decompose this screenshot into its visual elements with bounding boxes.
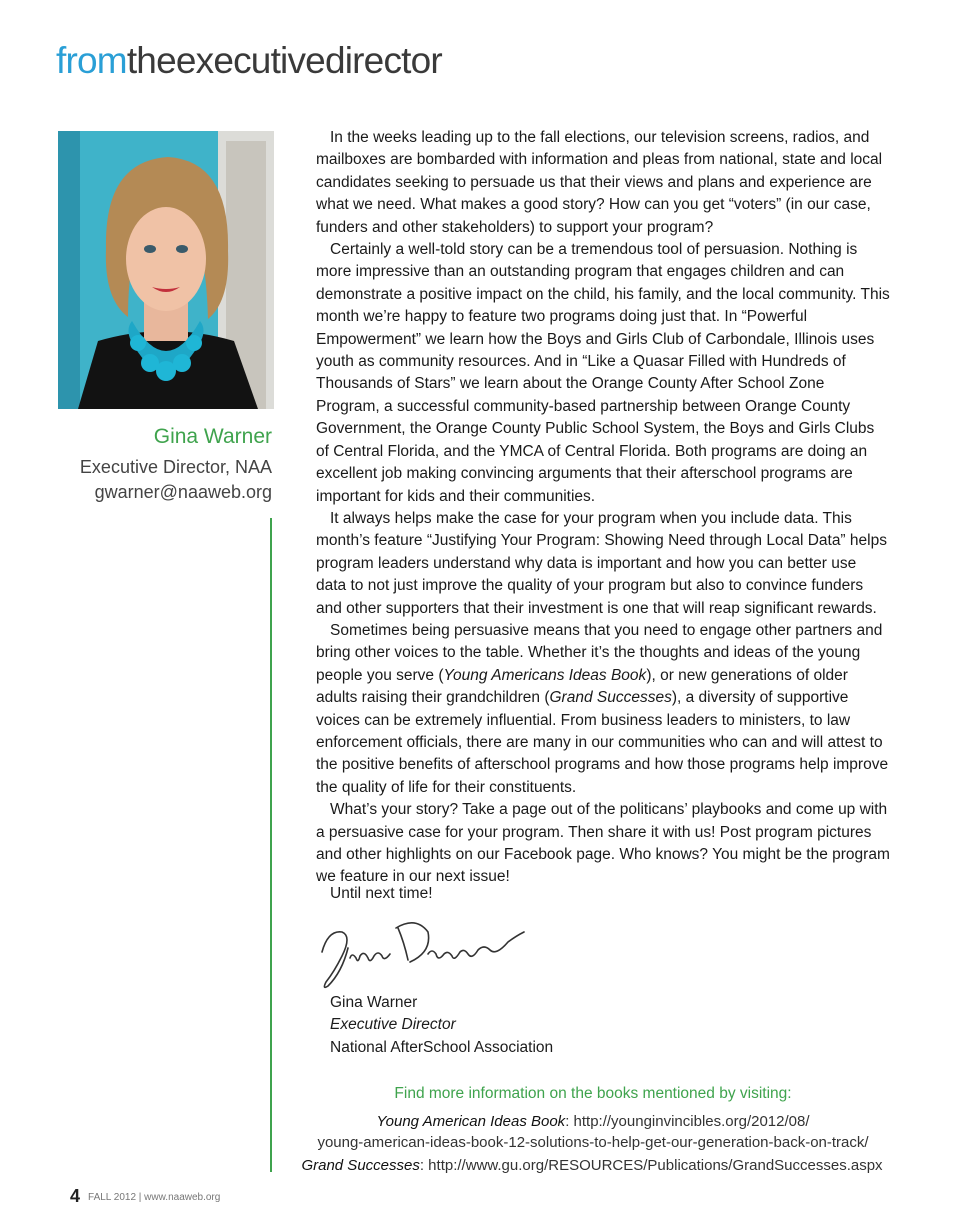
signer-organization: National AfterSchool Association [330,1038,554,1056]
reference-link[interactable]: : http://www.gu.org/RESOURCES/Publications/GrandSuccesses.aspx [419,1157,883,1174]
page-footer [70,1186,220,1207]
author-name: Gina Warner [153,425,272,448]
letter-body [316,127,890,889]
letter-paragraph: What’s your story? Take a page out of the politicans’ playbooks and come up with a persuasive case for your program. Then share it with us! Post program pictures and other highlights on our Facebook page. Who knows? You might be the program we feature in our next issue! [316,801,890,886]
letter-paragraph: It always helps make the case for your program when you include data. This month’s feature “Justifying Your Program: Showing Need through Local Data” helps program leaders understand why data is important and how you can better use data to not just improve the quality of your program but also to convince funders and other supporters that their investment is one that will reap significant rewards. [316,509,887,617]
letter-paragraph: In the weeks leading up to the fall elections, our television screens, radios, and mailboxes are bombarded with information and pleas from national, state and local candidates seeking to persuade us that their views and plans and experience are what we need. What makes a good story? How can you get “voters” (in our case, funders and other stakeholders) to support your program? [316,129,883,236]
reference-link[interactable]: young-american-ideas-book-12-solutions-to-help-get-our-generation-back-on-track/ [317,1134,869,1151]
letter-paragraph [316,620,890,799]
signer-title: Executive Director [330,1016,456,1034]
p4-text: ), or new generations of older adults raising their grandchildren ( [316,666,848,707]
signature-block [330,992,553,1059]
author-email[interactable]: gwarner@naaweb.org [94,482,272,502]
reference-grand-successes [282,1157,902,1174]
author-title: Executive Director, NAA [79,457,272,477]
handwritten-signature [312,912,532,992]
letter-paragraph: Certainly a well-told story can be a tremendous tool of persuasion. Nothing is more impressive than an outstanding program that engages children and can demonstrate a positive impact on the child, his family, and the local community. This month we’re happy to feature two programs doing just that. In “Powerful Empowerment” we learn how the Boys and Girls Club of Carbondale, Illinois uses youth as community resources. And in “Like a Quasar Filled with Hundreds of Thousands of Stars” we learn about the Orange County After School Zone Program, a successful community-based partnership between Orange County Government, the Orange County Public School System, the Boys and Girls Clubs of Central Florida, and the YMCA of Central Florida. Both programs are doing an excellent job making convincing arguments that their afterschool programs are important for kids and their communities. [316,241,890,505]
references-intro: Find more information on the books mentioned by visiting: [394,1085,792,1102]
header-accent: from [56,40,127,81]
reference-title: Young American Ideas Book [376,1113,566,1130]
page-number: 4 [70,1186,81,1206]
author-photo [58,131,274,409]
reference-link[interactable]: : http://younginvincibles.org/2012/08/ [565,1113,810,1130]
book-title-young-americans: Young Americans Ideas Book [443,666,647,684]
section-header [56,40,442,82]
p4-text: Sometimes being persuasive means that you need to engage other partners and bring other voices to the table. Whether it’s the thoughts and ideas of the young people you serve ( [316,621,883,684]
reference-title: Grand Successes [301,1157,420,1174]
vertical-divider [270,518,272,1172]
closing-line: Until next time! [330,885,433,902]
header-rest: theexecutivedirector [126,40,442,81]
p4-text: ), a diversity of supportive voices can be extremely influential. From business leaders to ministers, to law enforcement officials, there are many in our communities who can and will attest to the positive benefits of afterschool programs and how those programs help improve the quality of life for their constituents. [316,689,889,796]
book-title-grand-successes: Grand Successes [549,689,672,707]
signer-name: Gina Warner [330,994,418,1011]
reference-young-americans [296,1111,890,1153]
issue-info: FALL 2012 | www.naaweb.org [88,1192,221,1203]
